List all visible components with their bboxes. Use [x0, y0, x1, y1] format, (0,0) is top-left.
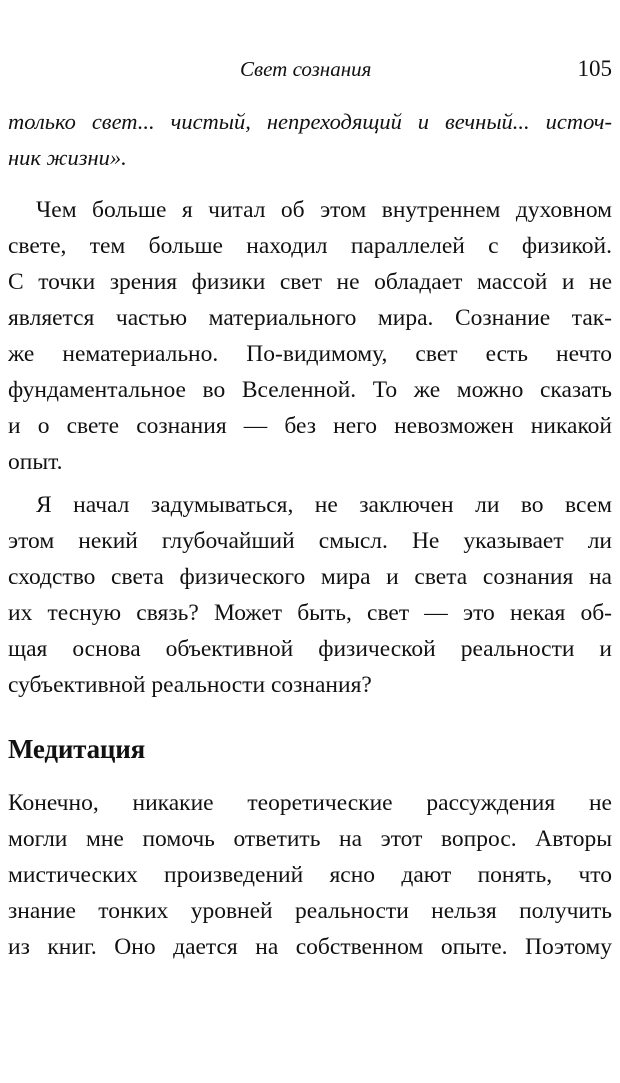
text-line: их тесную связь? Может быть, свет — это некая об- — [8, 600, 612, 626]
text-line: является частью материального мира. Сознание так- — [8, 305, 612, 331]
text-line: мистических произведений ясно дают понять, что — [8, 862, 612, 888]
text-line: Чем больше я читал об этом внутреннем духовном — [36, 197, 612, 223]
text-line: субъективной реальности сознания? — [8, 672, 372, 698]
paragraph — [8, 192, 612, 480]
text-line: Я начал задумываться, не заключен ли во всем — [36, 492, 612, 518]
text-line: свете, тем больше находил параллелей с физикой. — [8, 233, 612, 259]
running-head — [0, 54, 620, 88]
text-line: щая основа объективной физической реальности и — [8, 636, 612, 662]
text-line: этом некий глубочайший смысл. Не указывает ли — [8, 528, 612, 554]
text-line: ник жизни». — [8, 145, 127, 170]
paragraph — [8, 487, 612, 703]
text-line: сходство света физического мира и света сознания на — [8, 564, 612, 590]
running-head-title: Свет сознания — [240, 57, 372, 81]
text-line: же нематериально. По-видимому, свет есть нечто — [8, 341, 612, 367]
quote-continuation — [8, 104, 612, 176]
text-line: опыт. — [8, 449, 63, 475]
paragraph — [8, 785, 612, 965]
text-line: и о свете сознания — без него невозможен никакой — [8, 413, 612, 439]
text-line: знание тонких уровней реальности нельзя получить — [8, 898, 612, 924]
text-line: Конечно, никакие теоретические рассуждения не — [8, 790, 612, 816]
page-number: 105 — [577, 56, 612, 81]
text-line: могли мне помочь ответить на этот вопрос. Авторы — [8, 826, 612, 852]
text-line: фундаментальное во Вселенной. То же можно сказать — [8, 377, 612, 403]
section-heading: Медитация — [8, 734, 145, 764]
text-line: только свет... чистый, непреходящий и вечный... источ- — [8, 109, 612, 134]
text-line: из книг. Оно дается на собственном опыте. Поэтому — [8, 934, 612, 960]
text-line: С точки зрения физики свет не обладает массой и не — [8, 269, 612, 295]
